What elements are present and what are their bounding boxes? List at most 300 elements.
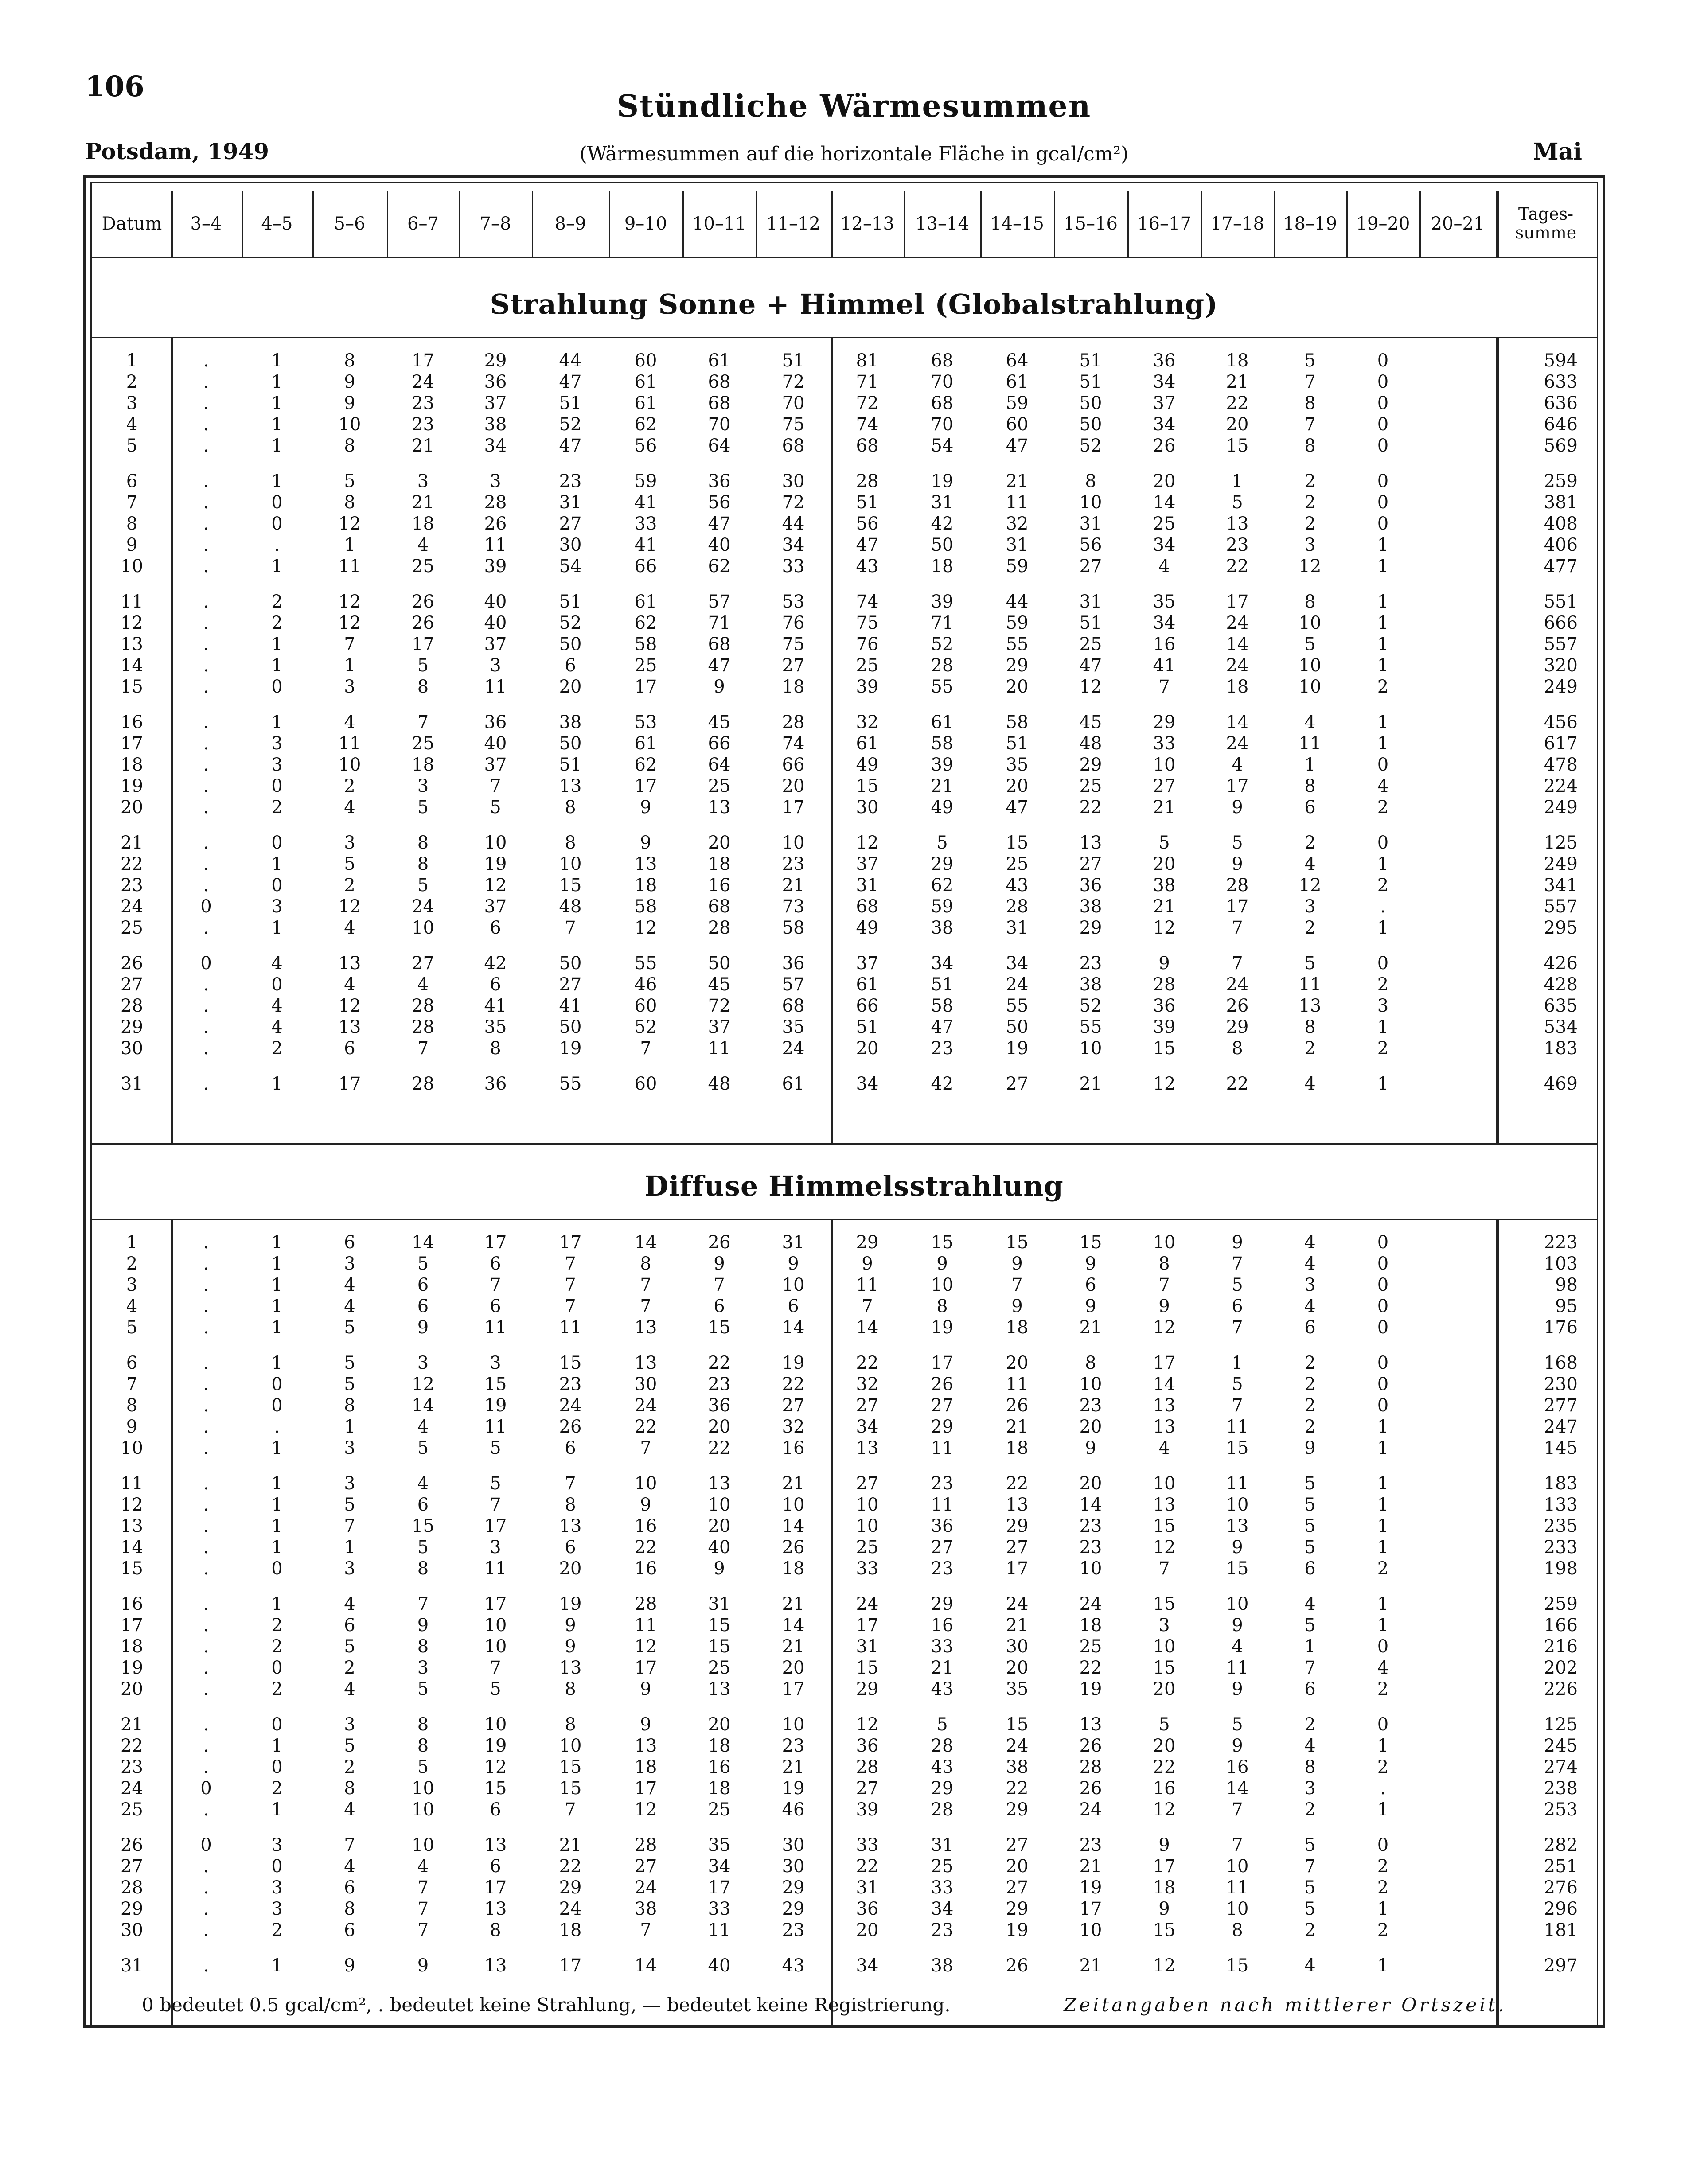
hourly-value: 48 (708, 1074, 731, 1094)
row-date: 12 (121, 1495, 143, 1515)
hourly-value: 9 (1304, 1438, 1316, 1458)
hourly-value: 18 (412, 755, 434, 775)
hourly-value: 11 (931, 1438, 954, 1458)
hourly-value: 13 (338, 953, 361, 974)
hourly-value: 45 (708, 974, 731, 995)
hourly-value: 5 (344, 1317, 355, 1338)
hourly-value: 6 (565, 1537, 576, 1558)
daily-total: 145 (1544, 1438, 1578, 1458)
hourly-value: . (203, 492, 209, 513)
hourly-value: 8 (1304, 393, 1316, 413)
hourly-value: 4 (1304, 1074, 1316, 1094)
hourly-value: 50 (1079, 393, 1102, 413)
hourly-value: 13 (634, 854, 657, 874)
daily-total: 633 (1544, 372, 1578, 392)
header-column-rule (387, 191, 388, 257)
hourly-value: 15 (1153, 1658, 1176, 1678)
column-header: Tages-summe (1515, 204, 1577, 242)
hourly-value: 0 (271, 974, 283, 995)
hourly-value: 28 (484, 492, 507, 513)
hourly-value: 13 (1006, 1495, 1029, 1515)
hourly-value: 12 (484, 875, 507, 896)
hourly-value: 1 (271, 1317, 283, 1338)
hourly-value: 13 (1226, 514, 1249, 534)
row-date: 11 (121, 1473, 143, 1494)
hourly-value (1419, 1232, 1496, 1253)
row-date: 21 (121, 833, 143, 853)
row-date: 17 (121, 733, 143, 754)
hourly-value: 74 (782, 733, 805, 754)
page-number: 106 (85, 70, 144, 103)
hourly-value: . (203, 1296, 209, 1316)
hourly-value: 61 (782, 1074, 805, 1094)
hourly-value: 0 (271, 677, 283, 697)
hourly-value: 9 (344, 372, 355, 392)
hourly-value (1419, 1756, 1496, 1778)
hourly-value: 4 (271, 996, 283, 1016)
hourly-value: 4 (344, 1594, 355, 1614)
hourly-value: 22 (708, 1353, 731, 1373)
daily-total: 428 (1544, 974, 1578, 995)
hourly-value: 28 (1079, 1757, 1102, 1777)
header-column-rule (532, 191, 533, 257)
column-header: 9–10 (624, 214, 667, 234)
daily-total: 277 (1544, 1395, 1578, 1416)
hourly-value: 8 (1304, 436, 1316, 456)
hourly-value: 7 (1304, 414, 1316, 435)
hourly-value: 11 (856, 1275, 879, 1295)
hourly-value: 4 (344, 797, 355, 818)
hourly-value: 58 (634, 634, 657, 654)
hourly-value: 11 (484, 677, 507, 697)
hourly-value: . (203, 1714, 209, 1735)
hourly-value: 6 (417, 1495, 429, 1515)
daily-total: 247 (1544, 1417, 1578, 1437)
hourly-value: 17 (484, 1516, 507, 1536)
hourly-value: 5 (1232, 492, 1243, 513)
hourly-value: 7 (640, 1296, 651, 1316)
hourly-value: 9 (1232, 1736, 1243, 1756)
hourly-value: 16 (931, 1615, 954, 1636)
hourly-value: 36 (856, 1736, 879, 1756)
hourly-value: 17 (634, 677, 657, 697)
hourly-value: 1 (1304, 755, 1316, 775)
hourly-value: 7 (1011, 1275, 1023, 1295)
hourly-value: 3 (1158, 1615, 1170, 1636)
hourly-value: 4 (417, 1417, 429, 1437)
hourly-value: 3 (490, 1353, 501, 1373)
hourly-value: 47 (559, 372, 582, 392)
hourly-value: 0 (200, 1778, 212, 1799)
hourly-value: 19 (1079, 1679, 1102, 1699)
hourly-value: 9 (1232, 797, 1243, 818)
footnote-time-note: Zeitangaben nach mittlerer Ortszeit. (1064, 1994, 1507, 2016)
hourly-value: 1 (271, 436, 283, 456)
hourly-value: 6 (417, 1296, 429, 1316)
row-date: 2 (126, 1254, 138, 1274)
hourly-value: 74 (856, 414, 879, 435)
hourly-value: 9 (1011, 1296, 1023, 1316)
hourly-value: 2 (1304, 1374, 1316, 1394)
hourly-value: 61 (856, 974, 879, 995)
hourly-value: 24 (1226, 613, 1249, 633)
header-column-rule (1054, 191, 1055, 257)
hourly-value: 14 (782, 1317, 805, 1338)
hourly-value: 51 (559, 755, 582, 775)
column-header: 19–20 (1356, 214, 1410, 234)
hourly-value: 1 (271, 854, 283, 874)
hourly-value: 7 (417, 1594, 429, 1614)
hourly-value: 68 (708, 372, 731, 392)
hourly-value: 68 (708, 896, 731, 917)
hourly-value: 11 (338, 733, 361, 754)
hourly-value: 8 (1304, 1017, 1316, 1037)
hourly-value: 10 (1153, 1636, 1176, 1657)
hourly-value: 20 (708, 1516, 731, 1536)
hourly-value: 23 (931, 1473, 954, 1494)
hourly-value: 41 (1153, 655, 1176, 676)
hourly-value: 0 (1377, 1317, 1389, 1338)
hourly-value: 1 (1377, 613, 1389, 633)
hourly-value: 24 (559, 1395, 582, 1416)
header-column-rule (242, 191, 243, 257)
hourly-value: 1 (344, 535, 355, 555)
hourly-value: 15 (559, 875, 582, 896)
hourly-value: 26 (412, 592, 434, 612)
row-date: 25 (121, 1799, 143, 1820)
hourly-value: 10 (484, 1615, 507, 1636)
hourly-value: 51 (1079, 613, 1102, 633)
hourly-value: 18 (1226, 677, 1249, 697)
hourly-value: 23 (559, 471, 582, 491)
hourly-value: 25 (708, 1799, 731, 1820)
hourly-value: 7 (417, 1899, 429, 1919)
hourly-value: 34 (931, 1899, 954, 1919)
hourly-value: 68 (931, 393, 954, 413)
hourly-value: 25 (1079, 634, 1102, 654)
hourly-value: 32 (782, 1417, 805, 1437)
daily-total: 98 (1555, 1275, 1578, 1295)
hourly-value: 71 (708, 613, 731, 633)
hourly-value: 4 (344, 1275, 355, 1295)
hourly-value: 9 (1232, 854, 1243, 874)
row-date: 3 (126, 393, 138, 413)
hourly-value: 4 (1158, 556, 1170, 576)
hourly-value: 5 (417, 1438, 429, 1458)
hourly-value: 23 (1079, 953, 1102, 974)
hourly-value: 18 (782, 1558, 805, 1579)
hourly-value: 2 (271, 1038, 283, 1059)
hourly-value: 1 (271, 1275, 283, 1295)
hourly-value: 0 (1377, 492, 1389, 513)
hourly-value: 12 (1079, 677, 1102, 697)
hourly-value: 7 (565, 1473, 576, 1494)
row-date: 18 (121, 755, 143, 775)
hourly-value: 18 (412, 514, 434, 534)
hourly-value: 37 (1153, 393, 1176, 413)
hourly-value: 8 (1232, 1920, 1243, 1940)
hourly-value: 1 (1377, 1799, 1389, 1820)
hourly-value: 1 (1377, 1955, 1389, 1976)
hourly-value: 76 (782, 613, 805, 633)
hourly-value: 7 (565, 1799, 576, 1820)
hourly-value: 8 (565, 797, 576, 818)
row-date: 19 (121, 776, 143, 796)
header-column-rule (1274, 191, 1275, 257)
hourly-value: 2 (1377, 1856, 1389, 1877)
hourly-value: 2 (271, 1679, 283, 1699)
hourly-value: 5 (344, 1353, 355, 1373)
row-date: 18 (121, 1636, 143, 1657)
hourly-value: 35 (484, 1017, 507, 1037)
hourly-value (1419, 797, 1496, 818)
hourly-value: 8 (417, 833, 429, 853)
hourly-value: 3 (344, 677, 355, 697)
hourly-value: 14 (782, 1516, 805, 1536)
hourly-value: 15 (1079, 1232, 1102, 1253)
page-subtitle: (Wärmesummen auf die horizontale Fläche in gcal/cm²) (579, 143, 1129, 165)
hourly-value: . (203, 797, 209, 818)
hourly-value: 14 (412, 1232, 434, 1253)
hourly-value: 26 (1226, 996, 1249, 1016)
hourly-value: 7 (1158, 677, 1170, 697)
hourly-value: 4 (344, 974, 355, 995)
hourly-value: 15 (1153, 1920, 1176, 1940)
hourly-value: 1 (1232, 471, 1243, 491)
hourly-value: 4 (417, 535, 429, 555)
hourly-value: 21 (1006, 1417, 1029, 1437)
hourly-value: 34 (782, 535, 805, 555)
hourly-value: 22 (634, 1537, 657, 1558)
hourly-value: 5 (1304, 1835, 1316, 1855)
hourly-value: 0 (271, 1395, 283, 1416)
hourly-value: 10 (782, 1275, 805, 1295)
daily-total: 176 (1544, 1317, 1578, 1338)
hourly-value: 9 (417, 1955, 429, 1976)
hourly-value: 25 (856, 1537, 879, 1558)
hourly-value: 14 (1226, 1778, 1249, 1799)
hourly-value: 9 (640, 1495, 651, 1515)
hourly-value: 17 (782, 797, 805, 818)
hourly-value: 73 (782, 896, 805, 917)
hourly-value: 15 (484, 1374, 507, 1394)
hourly-value: 17 (1079, 1899, 1102, 1919)
hourly-value: 1 (1377, 634, 1389, 654)
hourly-value: 4 (271, 953, 283, 974)
hourly-value: 18 (1006, 1317, 1029, 1338)
hourly-value: 3 (417, 471, 429, 491)
hourly-value: 17 (484, 1594, 507, 1614)
hourly-value: 1 (1377, 918, 1389, 938)
hourly-value: 25 (1079, 776, 1102, 796)
hourly-value: 17 (338, 1074, 361, 1094)
hourly-value: 23 (782, 1920, 805, 1940)
row-date: 28 (121, 1877, 143, 1898)
daily-total: 551 (1544, 592, 1578, 612)
hourly-value: 50 (559, 634, 582, 654)
hourly-value: 47 (1006, 797, 1029, 818)
row-date: 26 (121, 953, 143, 974)
hourly-value: 17 (484, 1877, 507, 1898)
hourly-value: 15 (1226, 1558, 1249, 1579)
hourly-value: 28 (412, 996, 434, 1016)
hourly-value: 44 (782, 514, 805, 534)
hourly-value: 19 (559, 1594, 582, 1614)
hourly-value: 10 (1079, 1374, 1102, 1394)
hourly-value: 30 (782, 1835, 805, 1855)
hourly-value: 35 (1006, 755, 1029, 775)
hourly-value (1419, 974, 1496, 995)
row-date: 16 (121, 712, 143, 732)
daily-total: 125 (1544, 1714, 1578, 1735)
row-date: 15 (121, 1558, 143, 1579)
hourly-value: 61 (708, 351, 731, 371)
hourly-value: 2 (1304, 1038, 1316, 1059)
hourly-value: 9 (417, 1317, 429, 1338)
hourly-value: . (203, 655, 209, 676)
hourly-value: 4 (1232, 755, 1243, 775)
hourly-value: . (203, 634, 209, 654)
hourly-value: 29 (1079, 755, 1102, 775)
hourly-value (1419, 1593, 1496, 1615)
hourly-value: 20 (1153, 1679, 1176, 1699)
column-header: 10–11 (692, 214, 746, 234)
hourly-value: 20 (1153, 1736, 1176, 1756)
header-column-rule (904, 191, 905, 257)
hourly-value: 10 (782, 833, 805, 853)
hourly-value: 0 (1377, 1254, 1389, 1274)
hourly-value: 28 (931, 1736, 954, 1756)
hourly-value: 30 (856, 797, 879, 818)
hourly-value: 12 (412, 1374, 434, 1394)
hourly-value: 1 (271, 1074, 283, 1094)
hourly-value: 0 (271, 1714, 283, 1735)
hourly-value: 1 (1377, 1537, 1389, 1558)
hourly-value: 1 (1304, 1636, 1316, 1657)
hourly-value: 1 (1377, 556, 1389, 576)
row-date: 7 (126, 492, 138, 513)
hourly-value: 6 (1232, 1296, 1243, 1316)
hourly-value: 6 (565, 1438, 576, 1458)
hourly-value: 10 (1079, 1558, 1102, 1579)
hourly-value: 15 (559, 1778, 582, 1799)
hourly-value: 24 (634, 1877, 657, 1898)
hourly-value: . (203, 875, 209, 896)
header-column-rule (1419, 191, 1421, 257)
hourly-value: 18 (708, 1736, 731, 1756)
hourly-value: 19 (484, 854, 507, 874)
hourly-value: 3 (344, 833, 355, 853)
daily-total: 235 (1544, 1516, 1578, 1536)
hourly-value: 36 (931, 1516, 954, 1536)
hourly-value: 27 (1153, 776, 1176, 796)
hourly-value: 7 (714, 1275, 725, 1295)
hourly-value: 24 (1006, 1594, 1029, 1614)
hourly-value: 49 (856, 755, 879, 775)
hourly-value: 10 (1226, 1899, 1249, 1919)
hourly-value: 11 (484, 1317, 507, 1338)
hourly-value: 15 (1226, 1438, 1249, 1458)
hourly-value: 27 (931, 1537, 954, 1558)
hourly-value: 20 (782, 776, 805, 796)
hourly-value: 2 (344, 1658, 355, 1678)
hourly-value: 22 (1006, 1778, 1029, 1799)
row-date: 23 (121, 1757, 143, 1777)
hourly-value: 55 (1006, 996, 1029, 1016)
daily-total: 249 (1544, 854, 1578, 874)
hourly-value: 4 (1304, 712, 1316, 732)
hourly-value: 0 (1377, 1232, 1389, 1253)
hourly-value: 2 (1304, 833, 1316, 853)
hourly-value: 10 (634, 1473, 657, 1494)
hourly-value: 26 (708, 1232, 731, 1253)
hourly-value: 0 (1377, 1714, 1389, 1735)
daily-total: 406 (1544, 535, 1578, 555)
hourly-value: 40 (484, 733, 507, 754)
hourly-value: 5 (417, 1254, 429, 1274)
hourly-value: . (203, 1232, 209, 1253)
hourly-value: 24 (559, 1899, 582, 1919)
hourly-value: 0 (1377, 1835, 1389, 1855)
daily-total: 202 (1544, 1658, 1578, 1678)
hourly-value: 8 (936, 1296, 948, 1316)
hourly-value: 7 (417, 712, 429, 732)
hourly-value: 6 (344, 1232, 355, 1253)
hourly-value: 6 (490, 1856, 501, 1877)
hourly-value: 15 (708, 1317, 731, 1338)
hourly-value: 31 (856, 875, 879, 896)
hourly-value (1419, 1515, 1496, 1537)
hourly-value: 13 (1226, 1516, 1249, 1536)
hourly-value: 4 (1304, 1232, 1316, 1253)
hourly-value: 4 (344, 712, 355, 732)
hourly-value: 39 (484, 556, 507, 576)
hourly-value: 1 (344, 655, 355, 676)
hourly-value: 10 (1299, 655, 1322, 676)
hourly-value (1419, 1274, 1496, 1296)
hourly-value: 15 (1226, 1955, 1249, 1976)
hourly-value: 10 (412, 1778, 434, 1799)
row-date: 1 (126, 1232, 138, 1253)
hourly-value: 20 (1006, 677, 1029, 697)
hourly-value: 7 (1232, 1835, 1243, 1855)
hourly-value: . (203, 712, 209, 732)
header-column-rule (1127, 191, 1129, 257)
hourly-value: 58 (931, 996, 954, 1016)
hourly-value: . (203, 1074, 209, 1094)
hourly-value: 35 (1153, 592, 1176, 612)
hourly-value: 62 (634, 414, 657, 435)
hourly-value (1419, 1352, 1496, 1374)
hourly-value: 9 (344, 1955, 355, 1976)
hourly-value: 9 (1232, 1232, 1243, 1253)
hourly-value: 46 (634, 974, 657, 995)
hourly-value: 32 (856, 712, 879, 732)
row-date: 10 (121, 556, 143, 576)
hourly-value: 0 (1377, 393, 1389, 413)
hourly-value (1419, 492, 1496, 513)
hourly-value: 24 (1079, 1594, 1102, 1614)
hourly-value: 13 (559, 776, 582, 796)
hourly-value: 35 (782, 1017, 805, 1037)
hourly-value: 9 (1158, 1835, 1170, 1855)
hourly-value: 17 (931, 1353, 954, 1373)
hourly-value: 22 (1006, 1473, 1029, 1494)
station-year: Potsdam, 1949 (85, 138, 269, 164)
hourly-value: 43 (931, 1679, 954, 1699)
hourly-value: 51 (1079, 351, 1102, 371)
row-date: 11 (121, 592, 143, 612)
